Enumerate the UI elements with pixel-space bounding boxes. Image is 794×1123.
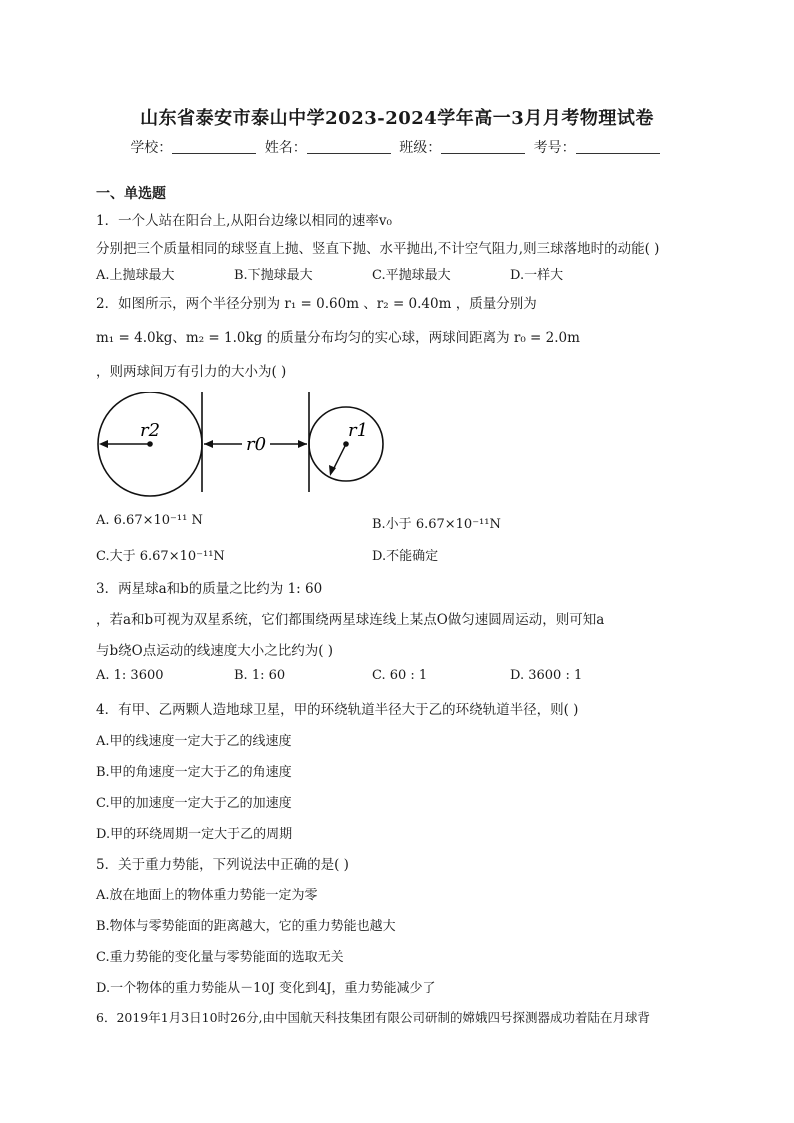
q5-option-b[interactable]: B.物体与零势能面的距离越大，它的重力势能也越大	[96, 919, 396, 934]
q1-option-d[interactable]: D.一样大	[510, 268, 564, 283]
q3-line1: 3．两星球a和b的质量之比约为 1: 60	[96, 581, 323, 597]
q2-line2: m₁ = 4.0kg、m₂ = 1.0kg 的质量分布均匀的实心球，两球间距离为 r₀ = 2.0m	[96, 330, 580, 346]
info-school-label: 学校：	[130, 140, 173, 156]
q1-option-a[interactable]: A.上抛球最大	[96, 268, 175, 283]
q2-option-d[interactable]: D.不能确定	[372, 549, 439, 564]
r0-arrowhead-right	[298, 440, 307, 448]
q3-option-b[interactable]: B. 1: 60	[234, 668, 286, 683]
q3-option-c[interactable]: C. 60 : 1	[372, 668, 428, 683]
q1-line1: 1．一个人站在阳台上,从阳台边缘以相同的速率v₀	[96, 213, 392, 229]
info-class-blank[interactable]	[441, 139, 525, 154]
r0-arrowhead-left	[204, 440, 213, 448]
q6-line1: 6．2019年1月3日10时26分,由中国航天科技集团有限公司研制的嫦娥四号探测器成功着陆在月球背	[96, 1010, 650, 1025]
info-name-label: 姓名：	[264, 140, 307, 156]
q3-line3: 与b绕O点运动的线速度大小之比约为( )	[96, 643, 334, 659]
r0-label: r0	[246, 434, 267, 455]
q2-option-a[interactable]: A. 6.67×10⁻¹¹ N	[96, 513, 203, 528]
q1-option-b[interactable]: B.下抛球最大	[234, 268, 313, 283]
r1-label: r1	[348, 420, 369, 441]
info-class-label: 班级：	[399, 140, 442, 156]
q4-option-d[interactable]: D.甲的环绕周期一定大于乙的周期	[96, 827, 293, 842]
q2-option-c[interactable]: C.大于 6.67×10⁻¹¹N	[96, 549, 225, 564]
q4-line1: 4．有甲、乙两颗人造地球卫星，甲的环绕轨道半径大于乙的环绕轨道半径，则( )	[96, 702, 579, 718]
q3-option-a[interactable]: A. 1: 3600	[96, 668, 164, 683]
info-number-blank[interactable]	[576, 139, 660, 154]
section-heading: 一、单选题	[96, 186, 166, 202]
q2-line3: ，则两球间万有引力的大小为( )	[96, 364, 287, 380]
q5-option-a[interactable]: A.放在地面上的物体重力势能一定为零	[96, 888, 318, 903]
two-spheres-figure	[94, 392, 394, 502]
q5-option-c[interactable]: C.重力势能的变化量与零势能面的选取无关	[96, 950, 344, 965]
exam-title: 山东省泰安市泰山中学2023-2024学年高一3月月考物理试卷	[140, 108, 654, 129]
q5-option-d[interactable]: D.一个物体的重力势能从－10J 变化到4J，重力势能减少了	[96, 981, 436, 996]
info-name-blank[interactable]	[307, 139, 391, 154]
q2-option-b[interactable]: B.小于 6.67×10⁻¹¹N	[372, 517, 501, 532]
q3-option-d[interactable]: D. 3600 : 1	[510, 668, 583, 683]
q5-line1: 5．关于重力势能，下列说法中正确的是( )	[96, 857, 349, 873]
q2-line1: 2．如图所示，两个半径分别为 r₁ = 0.60m 、r₂ = 0.40m ，质量分别为	[96, 296, 537, 312]
info-school-blank[interactable]	[172, 139, 256, 154]
q3-line2: ，若a和b可视为双星系统，它们都围绕两星球连线上某点O做匀速圆周运动，则可知a	[96, 612, 605, 628]
q4-option-c[interactable]: C.甲的加速度一定大于乙的加速度	[96, 796, 292, 811]
q4-option-b[interactable]: B.甲的角速度一定大于乙的角速度	[96, 765, 292, 780]
q4-option-a[interactable]: A.甲的线速度一定大于乙的线速度	[96, 734, 292, 749]
r2-arrowhead	[99, 440, 108, 448]
student-info-row	[0, 137, 794, 157]
info-number-label: 考号：	[533, 140, 576, 156]
q1-line2: 分别把三个质量相同的球竖直上抛、竖直下抛、水平抛出,不计空气阻力,则三球落地时的动能( )	[96, 241, 660, 257]
q1-option-c[interactable]: C.平抛球最大	[372, 268, 451, 283]
r2-label: r2	[140, 420, 161, 441]
